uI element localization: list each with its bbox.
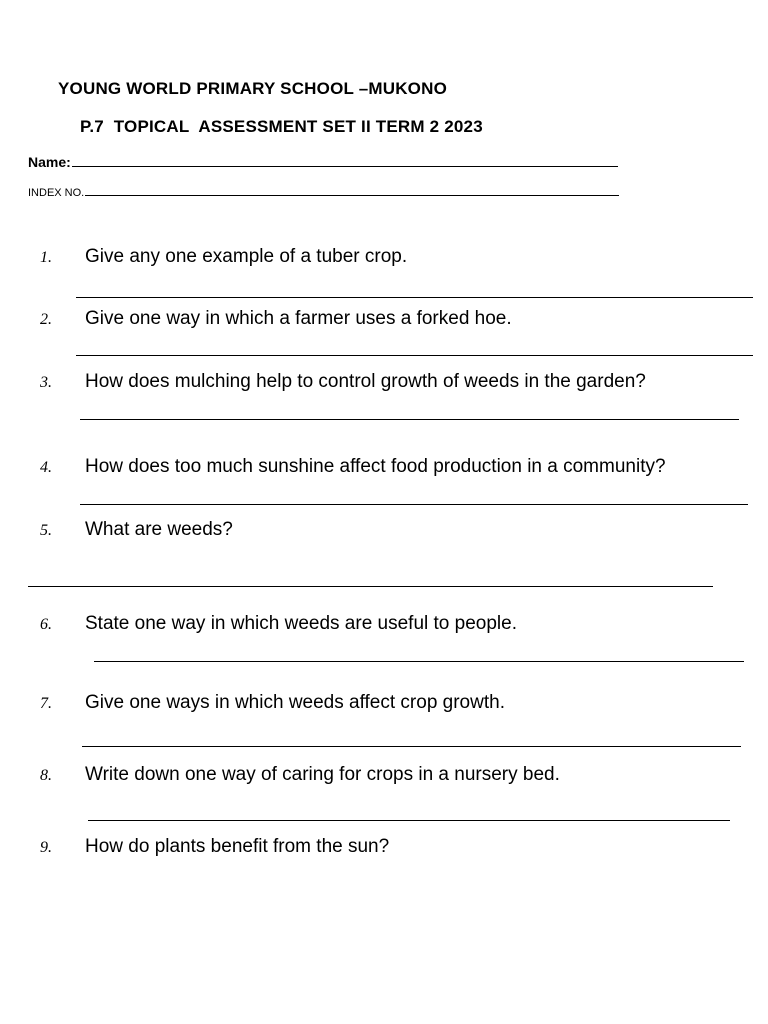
answer-line[interactable] bbox=[80, 504, 748, 505]
name-label: Name: bbox=[28, 154, 71, 170]
school-name-heading: YOUNG WORLD PRIMARY SCHOOL –MUKONO bbox=[58, 79, 448, 98]
answer-line[interactable] bbox=[28, 586, 713, 587]
question-number: 4. bbox=[40, 459, 52, 476]
assessment-title: P.7 TOPICAL ASSESSMENT SET II TERM 2 2023 bbox=[80, 117, 483, 136]
question-number: 8. bbox=[40, 767, 52, 784]
question-number: 5. bbox=[40, 522, 52, 539]
question-number: 9. bbox=[40, 839, 52, 856]
question-number: 7. bbox=[40, 695, 52, 712]
question-number: 3. bbox=[40, 374, 52, 391]
question-number: 1. bbox=[40, 249, 52, 266]
question-number: 6. bbox=[40, 616, 52, 633]
answer-line[interactable] bbox=[80, 419, 739, 420]
answer-line[interactable] bbox=[94, 661, 744, 662]
question-text: Give one way in which a farmer uses a forked hoe. bbox=[85, 308, 512, 329]
question-text: How do plants benefit from the sun? bbox=[85, 836, 390, 857]
question-text: Give one ways in which weeds affect crop growth. bbox=[85, 692, 505, 713]
index-number-field[interactable] bbox=[28, 187, 619, 199]
answer-line[interactable] bbox=[88, 820, 730, 821]
name-fill-line bbox=[72, 166, 618, 167]
index-number-label: INDEX NO. bbox=[28, 187, 85, 199]
answer-line[interactable] bbox=[82, 746, 741, 747]
answer-line[interactable] bbox=[76, 297, 753, 298]
question-text: Give any one example of a tuber crop. bbox=[85, 246, 408, 267]
question-text: How does mulching help to control growth of weeds in the garden? bbox=[85, 371, 646, 392]
answer-line[interactable] bbox=[76, 355, 753, 356]
index-number-fill-line bbox=[85, 195, 619, 196]
question-number: 2. bbox=[40, 311, 52, 328]
question-text: Write down one way of caring for crops in a nursery bed. bbox=[85, 764, 560, 785]
question-text: How does too much sunshine affect food production in a community? bbox=[85, 456, 666, 477]
name-field[interactable] bbox=[28, 154, 618, 170]
question-text: What are weeds? bbox=[85, 519, 233, 540]
question-text: State one way in which weeds are useful to people. bbox=[85, 613, 517, 634]
